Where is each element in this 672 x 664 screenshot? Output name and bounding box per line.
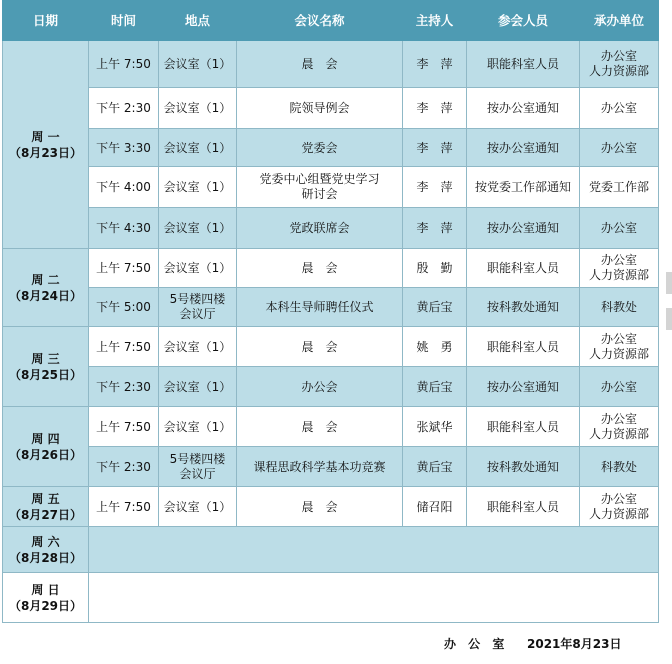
table-row [3, 41, 659, 88]
host-cell-line: 李 萍 [416, 140, 453, 155]
meeting-name-cell [237, 327, 403, 367]
time-cell-line: 下午 2:30 [96, 379, 151, 394]
place-cell-line: 会议室（1） [163, 180, 232, 194]
place-cell-line: 5号楼四楼 [169, 451, 226, 466]
place-cell [159, 487, 237, 527]
meeting-name-cell-line: 院领导例会 [289, 101, 350, 115]
time-cell-line: 上午 7:50 [96, 419, 151, 434]
host-cell [403, 41, 467, 88]
place-cell-line: 会议厅 [179, 307, 216, 321]
organizer-cell-line: 办公室 [600, 140, 637, 155]
time-cell [89, 327, 159, 367]
organizer-cell-line: 科教处 [600, 459, 637, 474]
header-place: 地点 [159, 1, 237, 41]
host-cell-line: 殷 勤 [416, 261, 453, 275]
host-cell-line: 姚 勇 [416, 339, 453, 354]
time-cell-line: 上午 7:50 [96, 57, 151, 71]
attendees-cell [467, 447, 580, 487]
host-cell [403, 367, 467, 407]
attendees-cell [467, 88, 580, 129]
meeting-name-cell-line: 晨 会 [301, 339, 338, 354]
organizer-cell-line: 科教处 [600, 300, 637, 314]
host-cell-line: 储召阳 [416, 499, 453, 514]
attendees-cell-line: 按科教处通知 [486, 300, 559, 314]
host-cell [403, 88, 467, 129]
meeting-name-cell-line: 党委会 [301, 140, 338, 155]
meeting-name-cell [237, 367, 403, 407]
attendees-cell [467, 367, 580, 407]
attendees-cell-line: 按办公室通知 [486, 101, 559, 115]
meeting-name-cell-line: 党政联席会 [289, 221, 350, 235]
table-row [3, 487, 659, 527]
meeting-name-cell [237, 88, 403, 129]
place-cell [159, 41, 237, 88]
day-cell [3, 249, 89, 327]
date-label: （8月29日） [8, 598, 83, 613]
header-date: 日期 [3, 1, 89, 41]
organizer-cell-line: 办公室 [600, 491, 637, 506]
day-cell [3, 527, 89, 573]
time-cell-line: 上午 7:50 [96, 499, 151, 514]
time-cell-line: 上午 7:50 [96, 339, 151, 354]
attendees-cell [467, 129, 580, 167]
place-cell-line: 会议室（1） [163, 57, 232, 71]
organizer-cell [580, 208, 659, 249]
place-cell [159, 167, 237, 208]
attendees-cell-line: 职能科室人员 [486, 57, 559, 71]
organizer-cell-line: 办公室 [600, 379, 637, 394]
header-attendees: 参会人员 [467, 1, 580, 41]
place-cell-line: 5号楼四楼 [169, 292, 226, 306]
meeting-name-cell-line: 课程思政科学基本功竞赛 [253, 459, 386, 474]
time-cell [89, 88, 159, 129]
organizer-cell [580, 129, 659, 167]
date-label: （8月25日） [8, 367, 83, 382]
meeting-name-cell [237, 407, 403, 447]
place-cell-line: 会议室（1） [163, 261, 232, 275]
meeting-name-cell [237, 208, 403, 249]
footer-org: 办 公 室 [444, 637, 509, 651]
table-row [3, 527, 659, 573]
place-cell-line: 会议室（1） [163, 379, 232, 394]
attendees-cell-line: 按办公室通知 [486, 140, 559, 155]
time-cell-line: 下午 4:30 [96, 221, 151, 235]
meeting-name-cell-line: 晨 会 [301, 57, 338, 71]
time-cell [89, 129, 159, 167]
place-cell [159, 407, 237, 447]
organizer-cell [580, 88, 659, 129]
meeting-schedule-table [2, 0, 659, 623]
attendees-cell [467, 167, 580, 208]
host-cell [403, 129, 467, 167]
attendees-cell-line: 职能科室人员 [486, 499, 559, 514]
organizer-cell [580, 288, 659, 327]
host-cell-line: 李 萍 [416, 57, 453, 71]
place-cell-line: 会议室（1） [163, 140, 232, 155]
place-cell [159, 88, 237, 129]
footer [0, 629, 662, 659]
time-cell-line: 下午 4:00 [96, 180, 151, 194]
date-label: （8月24日） [8, 288, 83, 303]
place-cell-line: 会议室（1） [163, 499, 232, 514]
table-row [3, 327, 659, 367]
empty-cell [89, 527, 659, 573]
time-cell [89, 288, 159, 327]
time-cell-line: 下午 3:30 [96, 140, 151, 155]
place-cell-line: 会议厅 [179, 466, 216, 481]
date-label: （8月26日） [8, 447, 83, 462]
schedule-body [3, 41, 659, 623]
table-row [3, 167, 659, 208]
attendees-cell-line: 职能科室人员 [486, 339, 559, 354]
host-cell-line: 李 萍 [416, 180, 453, 194]
place-cell [159, 249, 237, 288]
organizer-cell-line: 人力资源部 [588, 426, 649, 441]
weekday-label: 周 日 [31, 582, 60, 597]
meeting-name-cell-line: 晨 会 [301, 499, 338, 514]
attendees-cell-line: 按办公室通知 [486, 221, 559, 235]
date-label: （8月27日） [8, 507, 83, 522]
host-cell-line: 黄后宝 [416, 379, 453, 394]
attendees-cell-line: 按办公室通知 [486, 379, 559, 394]
host-cell [403, 487, 467, 527]
host-cell-line: 李 萍 [416, 221, 453, 235]
place-cell [159, 447, 237, 487]
table-row [3, 407, 659, 447]
day-cell [3, 487, 89, 527]
organizer-cell-line: 人力资源部 [588, 506, 649, 521]
organizer-cell-line: 党委工作部 [588, 180, 649, 194]
time-cell [89, 208, 159, 249]
header-organizer: 承办单位 [580, 1, 659, 41]
attendees-cell-line: 职能科室人员 [486, 261, 559, 275]
place-cell [159, 327, 237, 367]
meeting-name-cell [237, 487, 403, 527]
footer-date: 2021年8月23日 [527, 637, 622, 651]
table-row [3, 129, 659, 167]
table-row [3, 447, 659, 487]
time-cell [89, 407, 159, 447]
weekday-label: 周 一 [31, 129, 60, 144]
weekday-label: 周 三 [31, 351, 60, 366]
table-row [3, 573, 659, 623]
day-cell [3, 407, 89, 487]
organizer-cell-line: 办公室 [600, 101, 637, 115]
header-row [3, 1, 659, 41]
place-cell [159, 129, 237, 167]
day-cell [3, 41, 89, 249]
organizer-cell [580, 487, 659, 527]
weekday-label: 周 二 [31, 272, 60, 287]
time-cell-line: 下午 2:30 [96, 101, 151, 115]
weekday-label: 周 五 [31, 491, 60, 506]
organizer-cell [580, 367, 659, 407]
header-meeting-name: 会议名称 [237, 1, 403, 41]
empty-cell [89, 573, 659, 623]
place-cell [159, 367, 237, 407]
meeting-name-cell-line: 晨 会 [301, 261, 338, 275]
meeting-name-cell-line: 晨 会 [301, 419, 338, 434]
time-cell [89, 167, 159, 208]
weekday-label: 周 六 [31, 534, 60, 549]
host-cell [403, 167, 467, 208]
table-row [3, 208, 659, 249]
host-cell [403, 249, 467, 288]
place-cell [159, 208, 237, 249]
organizer-cell-line: 人力资源部 [588, 346, 649, 361]
host-cell-line: 黄后宝 [416, 300, 453, 314]
scroll-edge-mark [666, 308, 672, 330]
place-cell-line: 会议室（1） [163, 339, 232, 354]
date-label: （8月28日） [8, 550, 83, 565]
host-cell [403, 407, 467, 447]
organizer-cell [580, 41, 659, 88]
host-cell [403, 208, 467, 249]
organizer-cell [580, 167, 659, 208]
organizer-cell-line: 办公室 [600, 331, 637, 346]
table-row [3, 288, 659, 327]
day-cell [3, 573, 89, 623]
place-cell-line: 会议室（1） [163, 101, 232, 115]
meeting-name-cell [237, 167, 403, 208]
host-cell-line: 张斌华 [416, 419, 453, 434]
meeting-name-cell-line: 研讨会 [301, 187, 338, 201]
organizer-cell [580, 249, 659, 288]
organizer-cell-line: 人力资源部 [588, 268, 649, 282]
organizer-cell [580, 447, 659, 487]
scroll-edge-mark [666, 272, 672, 294]
table-row [3, 88, 659, 129]
organizer-cell [580, 327, 659, 367]
table-row [3, 367, 659, 407]
place-cell-line: 会议室（1） [163, 221, 232, 235]
place-cell-line: 会议室（1） [163, 419, 232, 434]
date-label: （8月23日） [8, 145, 83, 160]
attendees-cell [467, 407, 580, 447]
meeting-name-cell-line: 办公会 [301, 379, 338, 394]
meeting-name-cell [237, 288, 403, 327]
host-cell [403, 327, 467, 367]
host-cell [403, 447, 467, 487]
time-cell-line: 下午 2:30 [96, 459, 151, 474]
host-cell-line: 李 萍 [416, 101, 453, 115]
time-cell-line: 上午 7:50 [96, 261, 151, 275]
attendees-cell [467, 327, 580, 367]
time-cell [89, 249, 159, 288]
meeting-name-cell [237, 129, 403, 167]
organizer-cell-line: 办公室 [600, 221, 637, 235]
meeting-name-cell [237, 249, 403, 288]
attendees-cell [467, 249, 580, 288]
place-cell [159, 288, 237, 327]
organizer-cell-line: 办公室 [600, 49, 637, 63]
time-cell [89, 487, 159, 527]
time-cell-line: 下午 5:00 [96, 300, 151, 314]
organizer-cell-line: 人力资源部 [588, 64, 649, 78]
attendees-cell-line: 按党委工作部通知 [474, 180, 571, 194]
meeting-name-cell-line: 本科生导师聘任仪式 [265, 300, 374, 314]
header-time: 时间 [89, 1, 159, 41]
meeting-name-cell [237, 41, 403, 88]
attendees-cell [467, 288, 580, 327]
organizer-cell [580, 407, 659, 447]
header-host: 主持人 [403, 1, 467, 41]
meeting-name-cell-line: 党委中心组暨党史学习 [259, 172, 380, 186]
attendees-cell [467, 208, 580, 249]
time-cell [89, 447, 159, 487]
attendees-cell-line: 职能科室人员 [486, 419, 559, 434]
host-cell-line: 黄后宝 [416, 459, 453, 474]
day-cell [3, 327, 89, 407]
host-cell [403, 288, 467, 327]
time-cell [89, 41, 159, 88]
attendees-cell [467, 487, 580, 527]
meeting-name-cell [237, 447, 403, 487]
time-cell [89, 367, 159, 407]
attendees-cell [467, 41, 580, 88]
attendees-cell-line: 按科教处通知 [486, 459, 559, 474]
organizer-cell-line: 办公室 [600, 411, 637, 426]
organizer-cell-line: 办公室 [600, 253, 637, 267]
weekday-label: 周 四 [31, 431, 60, 446]
table-row [3, 249, 659, 288]
